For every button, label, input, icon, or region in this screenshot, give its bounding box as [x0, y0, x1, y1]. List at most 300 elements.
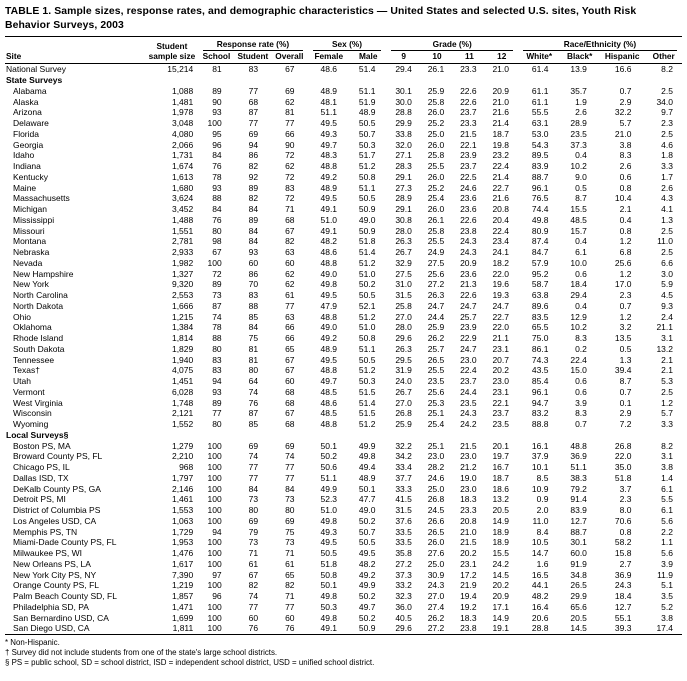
- value-cell: 29.4: [395, 64, 412, 75]
- value-cell: 69: [285, 515, 295, 526]
- value-cell: 25.7: [460, 311, 477, 322]
- value-cell: 1.3: [661, 214, 673, 225]
- value-cell: 7,390: [171, 569, 194, 580]
- value-cell: 88: [212, 193, 222, 204]
- value-cell: 50.9: [358, 204, 376, 215]
- value-cell: 25.9: [427, 322, 445, 333]
- value-cell: 2.5: [661, 85, 673, 96]
- value-cell: 50.8: [358, 333, 376, 344]
- table-row: [5, 548, 682, 559]
- value-cell: 33.3: [395, 483, 412, 494]
- value-cell: 2.1: [661, 365, 673, 376]
- site-name: Milwaukee PS, WI: [13, 548, 82, 559]
- value-cell: 77: [285, 462, 295, 473]
- table-row: [5, 602, 682, 613]
- value-cell: 2,210: [171, 451, 194, 462]
- value-cell: 1.9: [575, 96, 587, 107]
- value-cell: 2.5: [661, 225, 673, 236]
- value-cell: 51.4: [358, 397, 376, 408]
- value-cell: 74: [212, 311, 222, 322]
- site-name: Vermont: [13, 386, 45, 397]
- value-cell: 25.6: [614, 257, 632, 268]
- value-cell: 49.0: [358, 214, 376, 225]
- value-cell: 36.9: [614, 569, 632, 580]
- value-cell: 100: [207, 483, 222, 494]
- value-cell: 1.2: [661, 397, 673, 408]
- value-cell: 49.9: [358, 440, 376, 451]
- value-cell: 100: [207, 451, 222, 462]
- value-cell: 32.3: [395, 591, 412, 602]
- value-cell: 8.3: [575, 408, 587, 419]
- value-cell: 95: [212, 128, 222, 139]
- value-cell: 100: [207, 601, 222, 612]
- value-cell: 1.2: [619, 311, 632, 322]
- value-cell: 21.5: [460, 128, 477, 139]
- value-cell: 51.8: [614, 472, 632, 483]
- value-cell: 28.0: [395, 225, 412, 236]
- value-cell: 19.8: [492, 139, 509, 150]
- value-cell: 51.2: [358, 161, 376, 172]
- value-cell: 34.8: [570, 569, 587, 580]
- value-cell: 1,797: [171, 472, 194, 483]
- site-name: Nebraska: [13, 247, 50, 258]
- value-cell: 10.9: [531, 483, 549, 494]
- value-cell: 10.1: [531, 462, 549, 473]
- site-name: North Carolina: [13, 290, 68, 301]
- value-cell: 82: [285, 580, 295, 591]
- value-cell: 22.6: [460, 96, 477, 107]
- table-row: [5, 183, 682, 194]
- value-cell: 31.5: [395, 290, 412, 301]
- value-cell: 1,471: [171, 601, 194, 612]
- value-cell: 69: [285, 440, 295, 451]
- value-cell: 9.3: [661, 300, 673, 311]
- value-cell: 94: [212, 376, 222, 387]
- table-row: [5, 301, 682, 312]
- value-cell: 100: [207, 440, 222, 451]
- value-cell: 20.2: [460, 548, 477, 559]
- table-row: [5, 236, 682, 247]
- value-cell: 22.5: [460, 171, 477, 182]
- value-cell: 5.7: [619, 118, 632, 129]
- value-cell: 17.2: [460, 569, 477, 580]
- value-cell: 22.7: [492, 311, 509, 322]
- value-cell: 75.0: [531, 333, 549, 344]
- value-cell: 72: [285, 193, 295, 204]
- value-cell: 22.4: [492, 161, 509, 172]
- value-cell: 100: [207, 623, 222, 634]
- value-cell: 16.5: [531, 569, 549, 580]
- value-cell: 25.8: [427, 96, 445, 107]
- value-cell: 78: [212, 171, 222, 182]
- value-cell: 1.7: [661, 171, 673, 182]
- table-row: [5, 204, 682, 215]
- site-name: Ohio: [13, 311, 31, 322]
- value-cell: 51.2: [358, 419, 376, 430]
- value-cell: 51.0: [358, 322, 376, 333]
- value-cell: 25.0: [427, 128, 445, 139]
- table-row: [5, 365, 682, 376]
- table-row: [5, 462, 682, 473]
- value-cell: 24.4: [460, 386, 477, 397]
- value-cell: 24.3: [614, 580, 632, 591]
- value-cell: 15.5: [492, 548, 509, 559]
- site-name: Wyoming: [13, 419, 49, 430]
- value-cell: 89: [248, 214, 259, 225]
- value-cell: 1,481: [171, 96, 194, 107]
- col-header-grade10: 10: [421, 51, 453, 64]
- value-cell: 21.1: [492, 333, 509, 344]
- value-cell: 40.5: [395, 612, 412, 623]
- value-cell: 94: [212, 526, 222, 537]
- value-cell: 49.5: [320, 118, 338, 129]
- value-cell: 48.8: [320, 419, 338, 430]
- value-cell: 80: [212, 419, 222, 430]
- value-cell: 20.9: [492, 85, 509, 96]
- value-cell: 16.1: [531, 440, 549, 451]
- value-cell: 62: [285, 96, 295, 107]
- value-cell: 83.5: [531, 311, 549, 322]
- value-cell: 83: [212, 365, 222, 376]
- value-cell: 89.5: [531, 150, 549, 161]
- value-cell: 18.7: [492, 128, 509, 139]
- value-cell: 50.3: [320, 601, 338, 612]
- value-cell: 21.3: [460, 279, 477, 290]
- value-cell: 51.8: [358, 236, 376, 247]
- value-cell: 49.4: [358, 462, 376, 473]
- value-cell: 69: [248, 440, 259, 451]
- table-body: [5, 64, 682, 635]
- value-cell: 48.5: [320, 386, 338, 397]
- value-cell: 66: [285, 333, 295, 344]
- value-cell: 28.3: [395, 161, 412, 172]
- value-cell: 50.9: [358, 225, 376, 236]
- value-cell: 88.8: [531, 419, 549, 430]
- value-cell: 11.0: [532, 515, 549, 526]
- value-cell: 0.6: [575, 376, 587, 387]
- value-cell: 50.3: [358, 139, 376, 150]
- value-cell: 83: [285, 182, 295, 193]
- value-cell: 67: [248, 569, 259, 580]
- value-cell: 24.2: [460, 419, 477, 430]
- value-cell: 3.8: [619, 139, 632, 150]
- value-cell: 1,219: [171, 580, 194, 591]
- value-cell: 6.1: [575, 247, 587, 258]
- site-name: Massachusetts: [13, 193, 70, 204]
- value-cell: 83.9: [570, 505, 587, 516]
- value-cell: 81: [248, 354, 259, 365]
- value-cell: 52.3: [320, 494, 338, 505]
- value-cell: 27.0: [395, 397, 412, 408]
- value-cell: 48.9: [358, 107, 376, 118]
- value-cell: 26.8: [427, 494, 445, 505]
- value-cell: 25.9: [395, 419, 412, 430]
- site-name: Kentucky: [13, 171, 48, 182]
- section-header: State Surveys: [6, 75, 63, 86]
- table-row: [5, 484, 682, 495]
- value-cell: 24.3: [460, 236, 477, 247]
- value-cell: 73: [248, 537, 259, 548]
- value-cell: 82: [285, 236, 295, 247]
- value-cell: 60: [248, 257, 259, 268]
- value-cell: 63: [285, 247, 295, 258]
- value-cell: 1,829: [171, 343, 194, 354]
- table-row: [5, 527, 682, 538]
- value-cell: 77: [285, 300, 295, 311]
- value-cell: 51.1: [320, 472, 338, 483]
- value-cell: 100: [207, 494, 222, 505]
- value-cell: 23.5: [460, 397, 477, 408]
- value-cell: 80.9: [531, 225, 549, 236]
- value-cell: 25.5: [427, 161, 445, 172]
- value-cell: 37.9: [531, 451, 549, 462]
- value-cell: 10.0: [570, 257, 587, 268]
- footnote-texas: † Survey did not include students from one of the state's large school districts.: [5, 648, 278, 658]
- value-cell: 5.7: [661, 408, 673, 419]
- value-cell: 29.4: [570, 290, 587, 301]
- value-cell: 22.0: [492, 322, 509, 333]
- value-cell: 32.9: [395, 257, 412, 268]
- value-cell: 23.8: [460, 225, 477, 236]
- table-row: [5, 129, 682, 140]
- value-cell: 32.0: [395, 139, 412, 150]
- value-cell: 85.4: [531, 376, 549, 387]
- value-cell: 69: [248, 515, 259, 526]
- value-cell: 8.4: [536, 526, 549, 537]
- value-cell: 2.7: [619, 558, 632, 569]
- col-header-overall: Overall: [271, 51, 307, 64]
- value-cell: 84: [248, 236, 259, 247]
- table-row: [5, 516, 682, 527]
- value-cell: 26.1: [427, 214, 445, 225]
- value-cell: 48.9: [320, 182, 338, 193]
- value-cell: 1,488: [171, 214, 194, 225]
- value-cell: 39.3: [614, 623, 632, 634]
- table-row: [5, 193, 682, 204]
- value-cell: 21.2: [460, 462, 477, 473]
- value-cell: 48.8: [320, 311, 338, 322]
- value-cell: 20.8: [460, 515, 477, 526]
- value-cell: 54.3: [531, 139, 549, 150]
- value-cell: 61: [285, 558, 295, 569]
- value-cell: 2.5: [661, 247, 673, 258]
- value-cell: 82: [248, 161, 259, 172]
- value-cell: 6.6: [661, 257, 673, 268]
- value-cell: 51.0: [320, 214, 338, 225]
- value-cell: 83: [248, 290, 259, 301]
- site-name: New Hampshire: [13, 268, 74, 279]
- value-cell: 9.0: [575, 171, 587, 182]
- value-cell: 50.2: [358, 515, 376, 526]
- value-cell: 67: [212, 247, 222, 258]
- value-cell: 34.0: [656, 96, 673, 107]
- value-cell: 1,476: [171, 548, 194, 559]
- value-cell: 19.2: [460, 601, 477, 612]
- table-row: [5, 161, 682, 172]
- value-cell: 4,080: [171, 128, 194, 139]
- value-cell: 62: [285, 279, 295, 290]
- value-cell: 1,279: [171, 440, 194, 451]
- value-cell: 21.6: [492, 193, 509, 204]
- value-cell: 3.9: [575, 397, 587, 408]
- value-cell: 7.2: [619, 419, 632, 430]
- value-cell: 74: [285, 451, 295, 462]
- value-cell: 28.8: [531, 623, 549, 634]
- value-cell: 84: [212, 204, 222, 215]
- value-cell: 38.3: [570, 472, 587, 483]
- value-cell: 9.7: [661, 107, 673, 118]
- value-cell: 1,940: [171, 354, 194, 365]
- value-cell: 2.0: [536, 505, 549, 516]
- value-cell: 49.9: [320, 483, 338, 494]
- value-cell: 13.9: [570, 64, 587, 75]
- site-name: Idaho: [13, 150, 35, 161]
- value-cell: 51.0: [320, 505, 338, 516]
- value-cell: 21.0: [460, 526, 477, 537]
- value-cell: 69: [248, 128, 259, 139]
- value-cell: 23.6: [460, 193, 477, 204]
- value-cell: 20.2: [492, 365, 509, 376]
- value-cell: 25.8: [427, 225, 445, 236]
- value-cell: 24.1: [492, 247, 509, 258]
- value-cell: 20.9: [460, 257, 477, 268]
- site-name: San Diego USD, CA: [13, 623, 90, 634]
- value-cell: 20.9: [492, 591, 509, 602]
- value-cell: 3.8: [661, 612, 673, 623]
- value-cell: 70: [248, 279, 259, 290]
- value-cell: 93: [212, 386, 222, 397]
- value-cell: 23.4: [492, 236, 509, 247]
- value-cell: 48.6: [320, 397, 338, 408]
- value-cell: 50.8: [358, 171, 376, 182]
- value-cell: 77: [212, 408, 222, 419]
- value-cell: 14.9: [492, 612, 509, 623]
- value-cell: 97: [212, 569, 222, 580]
- value-cell: 96.1: [531, 386, 549, 397]
- value-cell: 3.9: [661, 558, 673, 569]
- value-cell: 4.3: [661, 193, 673, 204]
- value-cell: 49.8: [320, 279, 338, 290]
- value-cell: 48.2: [531, 591, 549, 602]
- col-header-grade12: 12: [486, 51, 518, 64]
- value-cell: 49.2: [320, 171, 338, 182]
- footnote-abbreviations: § PS = public school, SD = school district, ISD = independent school district, USD = unified school district.: [5, 658, 375, 668]
- value-cell: 49.3: [320, 128, 338, 139]
- value-cell: 98: [212, 236, 222, 247]
- value-cell: 33.4: [395, 462, 412, 473]
- value-cell: 1,551: [171, 225, 194, 236]
- value-cell: 49.8: [531, 214, 549, 225]
- value-cell: 13.2: [656, 343, 673, 354]
- value-cell: 76: [212, 161, 222, 172]
- site-name: Alabama: [13, 85, 47, 96]
- value-cell: 100: [207, 548, 222, 559]
- value-cell: 51.1: [570, 462, 587, 473]
- value-cell: 26.2: [427, 333, 445, 344]
- value-cell: 80: [285, 505, 295, 516]
- value-cell: 85: [248, 419, 259, 430]
- value-cell: 1,674: [171, 161, 194, 172]
- site-name: Delaware: [13, 118, 49, 129]
- table-row: [5, 322, 682, 333]
- site-name: Alaska: [13, 96, 39, 107]
- value-cell: 23.5: [492, 419, 509, 430]
- value-cell: 100: [207, 118, 222, 129]
- value-cell: 1,680: [171, 182, 194, 193]
- value-cell: 23.7: [460, 107, 477, 118]
- value-cell: 34.2: [395, 451, 412, 462]
- value-cell: 48.2: [358, 558, 376, 569]
- value-cell: 83: [248, 64, 259, 75]
- value-cell: 0.5: [619, 343, 632, 354]
- value-cell: 24.0: [395, 376, 412, 387]
- value-cell: 25.8: [395, 300, 412, 311]
- value-cell: 2.2: [661, 526, 673, 537]
- site-name: Palm Beach County SD, FL: [13, 591, 117, 602]
- value-cell: 15,214: [167, 64, 194, 75]
- value-cell: 27.1: [395, 150, 412, 161]
- value-cell: 25.4: [427, 193, 445, 204]
- value-cell: 1,748: [171, 397, 194, 408]
- value-cell: 2.3: [661, 118, 673, 129]
- site-name: Dallas ISD, TX: [13, 472, 69, 483]
- value-cell: 23.7: [460, 376, 477, 387]
- value-cell: 5.9: [661, 279, 673, 290]
- value-cell: 61.1: [531, 96, 549, 107]
- header-spacer: [5, 37, 146, 52]
- value-cell: 14.5: [570, 623, 587, 634]
- value-cell: 67: [285, 408, 295, 419]
- value-cell: 25.5: [427, 236, 445, 247]
- value-cell: 5.6: [661, 548, 673, 559]
- site-name: Chicago PS, IL: [13, 462, 70, 473]
- value-cell: 24.3: [427, 580, 445, 591]
- value-cell: 25.7: [427, 343, 445, 354]
- site-name: Mississippi: [13, 214, 55, 225]
- value-cell: 17.1: [492, 601, 509, 612]
- value-cell: 73: [212, 290, 222, 301]
- value-cell: 69: [285, 85, 295, 96]
- value-cell: 66: [285, 322, 295, 333]
- value-cell: 50.5: [358, 537, 376, 548]
- site-name: National Survey: [6, 64, 67, 75]
- value-cell: 88.7: [531, 171, 549, 182]
- value-cell: 50.5: [358, 290, 376, 301]
- group-header-race: Race/Ethnicity (%): [518, 37, 682, 52]
- value-cell: 82: [248, 580, 259, 591]
- value-cell: 76: [285, 623, 295, 634]
- value-cell: 8.7: [619, 376, 632, 387]
- value-cell: 72: [285, 150, 295, 161]
- footnotes: [5, 638, 682, 668]
- table-row: [5, 494, 682, 505]
- value-cell: 50.1: [320, 580, 338, 591]
- value-cell: 100: [207, 612, 222, 623]
- table-row: [5, 623, 682, 634]
- value-cell: 11.0: [657, 236, 673, 247]
- value-cell: 33.5: [395, 526, 412, 537]
- value-cell: 2,781: [171, 236, 194, 247]
- value-cell: 100: [207, 515, 222, 526]
- value-cell: 79: [248, 526, 259, 537]
- value-cell: 1,553: [171, 505, 194, 516]
- value-cell: 90: [285, 139, 295, 150]
- table-row: [5, 613, 682, 624]
- value-cell: 26.8: [614, 440, 632, 451]
- table-row: [5, 247, 682, 258]
- value-cell: 49.0: [358, 505, 376, 516]
- value-cell: 70.6: [614, 515, 632, 526]
